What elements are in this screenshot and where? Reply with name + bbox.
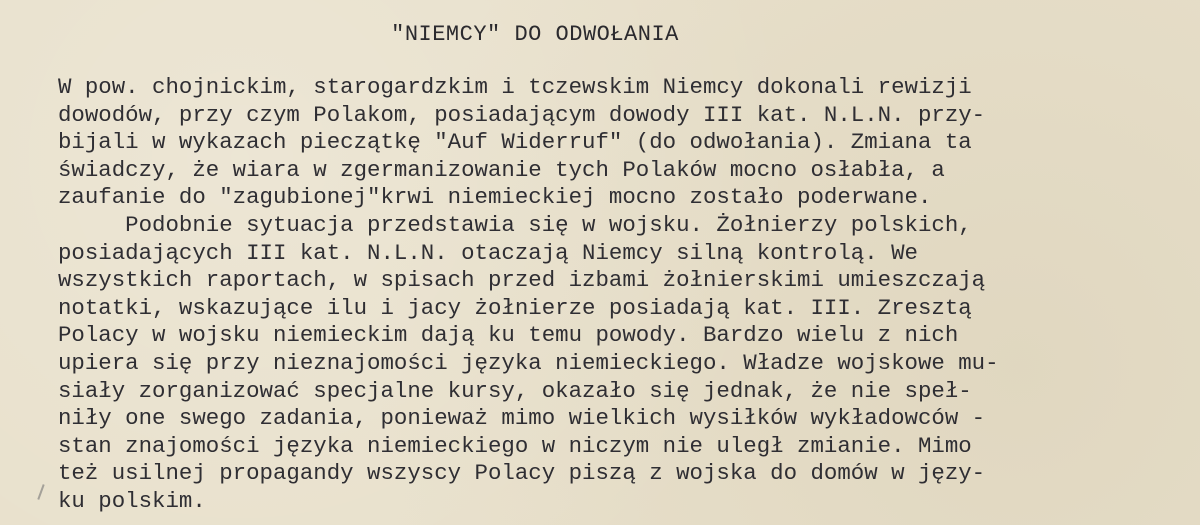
document-title: "NIEMCY" DO ODWOŁANIA	[391, 22, 679, 47]
text-line: zaufanie do "zagubionej"krwi niemieckiej mocno zostało poderwane.	[58, 184, 932, 211]
text-line: świadczy, że wiara w zgermanizowanie tych Polaków mocno osłabła, a	[58, 156, 945, 183]
text-line: też usilnej propagandy wszyscy Polacy piszą z wojska do domów w języ-	[58, 460, 986, 487]
pen-mark	[37, 484, 44, 500]
text-line: siały zorganizować specjalne kursy, okazało się jednak, że nie speł-	[58, 377, 972, 404]
text-line: Polacy w wojsku niemieckim dają ku temu powody. Bardzo wielu z nich	[58, 322, 959, 349]
text-line: upiera się przy nieznajomości języka niemieckiego. Władze wojskowe mu-	[58, 349, 999, 376]
text-line: notatki, wskazujące ilu i jacy żołnierze posiadają kat. III. Zresztą	[58, 294, 972, 321]
document-body	[58, 74, 1168, 516]
text-line: bijali w wykazach pieczątkę "Auf Widerruf" (do odwołania). Zmiana ta	[58, 129, 972, 156]
text-line: posiadających III kat. N.L.N. otaczają Niemcy silną kontrolą. We	[58, 239, 918, 266]
text-line: dowodów, przy czym Polakom, posiadającym dowody III kat. N.L.N. przy-	[58, 101, 986, 128]
text-line: Podobnie sytuacja przedstawia się w wojsku. Żołnierzy polskich,	[58, 211, 972, 238]
text-line: ku polskim.	[58, 487, 206, 514]
text-line: stan znajomości języka niemieckiego w niczym nie uległ zmianie. Mimo	[58, 432, 972, 459]
text-line: niły one swego zadania, ponieważ mimo wielkich wysiłków wykładowców -	[58, 405, 986, 432]
text-line: wszystkich raportach, w spisach przed izbami żołnierskimi umieszczają	[58, 267, 986, 294]
text-line: W pow. chojnickim, starogardzkim i tczewskim Niemcy dokonali rewizji	[58, 74, 972, 100]
